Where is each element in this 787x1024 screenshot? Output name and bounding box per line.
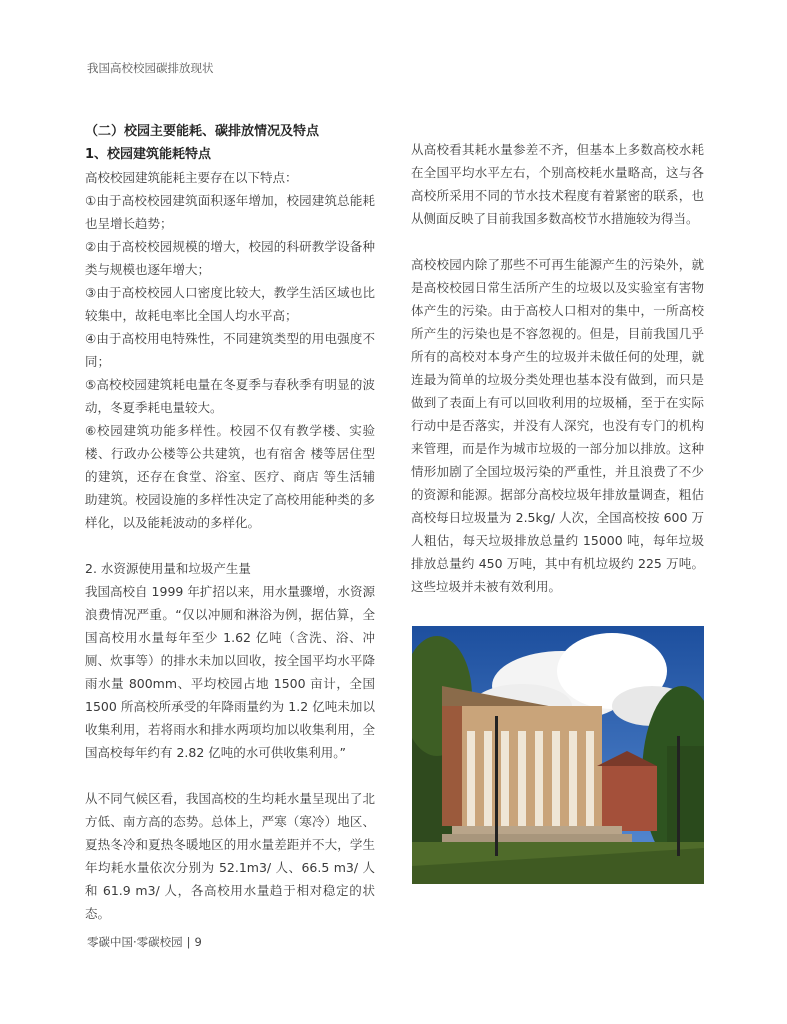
list-item: ③由于高校校园人口密度比较大，教学生活区域也比较集中，故耗电率比全国人均水平高；	[85, 285, 375, 323]
intro-text: 高校校园建筑能耗主要存在以下特点：	[85, 170, 298, 185]
page-number: 9	[194, 935, 202, 949]
right-column	[411, 138, 704, 598]
paragraph-waste: 高校校园内除了那些不可再生能源产生的污染外，就是高校校园日常生活所产生的垃圾以及实验室有害物体产生的污染。由于高校人口相对的集中，一所高校所产生的污染也是不容忽视的。但是，目前我国几乎所有的高校对本身产生的垃圾并未做任何的处理，就连最为简单的垃圾分类处理也基本没有做到，而只是做到了表面上有可以回收利用的垃圾桶，至于在实际行动中是否落实，并没有人深究，也没有专门的机构来管理，而是作为城市垃圾的一部分加以排放。这种情形加剧了全国垃圾污染的严重性，并且浪费了不少的资源和能源。据部分高校垃圾年排放量调查，粗估高校每日垃圾量为 2.5kg/ 人次，全国高校按 600 万人粗估，每天垃圾排放总量约 15000 吨，每年垃圾排放总量约 450 万吨，其中有机垃圾约 225 万吨。这些垃圾并未被有效利用。	[411, 257, 704, 594]
section-heading: （二）校园主要能耗、碳排放情况及特点	[85, 124, 320, 139]
paragraph-water: 我国高校自 1999 年扩招以来，用水量骤增，水资源浪费情况严重。“仅以冲厕和淋浴为例，据估算，全国高校用水量每年至少 1.62 亿吨（含洗、浴、冲厕、炊事等）的排水未加以回收，按全国平均水平降雨水量 800mm、平均校园占地 1500 亩计，全国 1500 所高校所承受的年降雨量约为 1.2 亿吨未加以收集利用，若将雨水和排水两项均加以收集利用，全国高校每年约有 2.82 亿吨的水可供收集利用。”	[85, 584, 375, 760]
paragraph-climate: 从不同气候区看，我国高校的生均耗水量呈现出了北方低、南方高的态势。总体上，严寒（寒冷）地区、夏热冬冷和夏热冬暖地区的用水量差距并不大，学生年均耗水量依次分别为 52.1m3/ 人、66.5 m3/ 人和 61.9 m3/ 人，各高校用水量趋于相对稳定的状态。	[85, 791, 375, 921]
list-item: ②由于高校校园规模的增大，校园的科研教学设备种类与规模也逐年增大；	[85, 239, 375, 277]
sub-heading-building-energy: 1、校园建筑能耗特点	[85, 147, 212, 162]
list-item: ④由于高校用电特殊性，不同建筑类型的用电强度不同；	[85, 331, 375, 369]
campus-building-photo	[412, 626, 704, 884]
list-item: ⑤高校校园建筑耗电量在冬夏季与春秋季有明显的波动，冬夏季耗电量较大。	[85, 377, 375, 415]
footer	[87, 934, 202, 950]
list-item: ①由于高校校园建筑面积逐年增加，校园建筑总能耗也呈增长趋势；	[85, 193, 375, 231]
running-header: 我国高校校园碳排放现状	[87, 61, 214, 75]
left-column	[85, 120, 375, 925]
list-item: ⑥校园建筑功能多样性。校园不仅有教学楼、实验楼、行政办公楼等公共建筑，也有宿舍 楼等居住型的建筑，还存在食堂、浴室、医疗、商店 等生活辅助建筑。校园设施的多样性决定了高校用能种类的多样化，以及能耗波动的多样化。	[85, 423, 375, 530]
footer-separator: |	[186, 935, 191, 949]
footer-brand: 零碳中国·零碳校园	[87, 935, 183, 949]
paragraph-water-consumption: 从高校看其耗水量参差不齐，但基本上多数高校水耗在全国平均水平左右，个别高校耗水量略高，这与各高校所采用不同的节水技术程度有着紧密的联系，也从侧面反映了目前我国多数高校节水措施较为得当。	[411, 142, 704, 226]
sub-heading-water-waste: 2. 水资源使用量和垃圾产生量	[85, 561, 251, 576]
